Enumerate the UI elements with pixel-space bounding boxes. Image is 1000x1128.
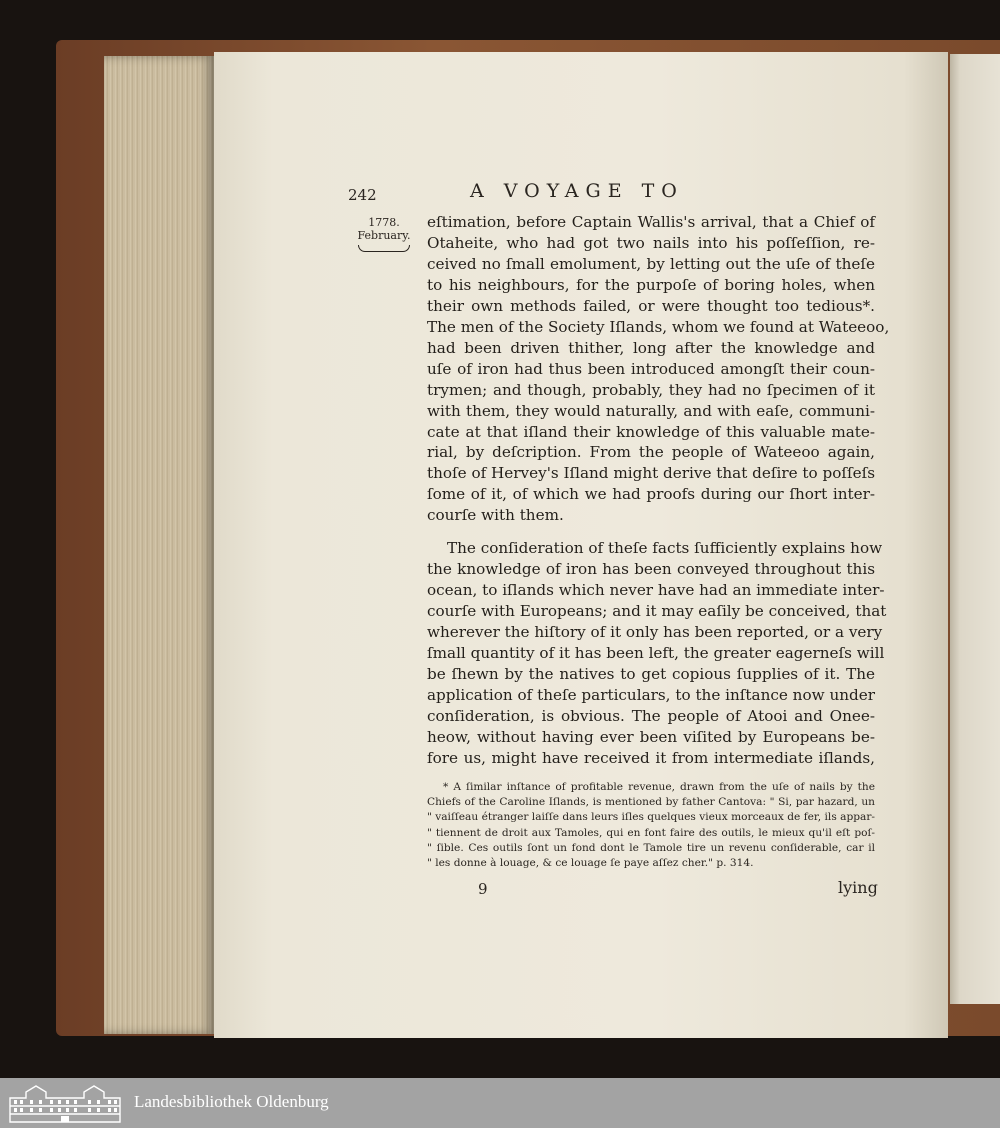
text-line: to his neighbours, for the purpoſe of boring holes, when [427, 275, 875, 294]
text-line: heow, without having ever been viſited by Europeans be- [427, 727, 875, 746]
catchword: lying [838, 878, 878, 897]
text-line: thoſe of Hervey's Iſland might derive that deſire to poſſeſs [427, 464, 875, 483]
text-line: with them, they would naturally, and with eaſe, communi- [427, 401, 875, 420]
text-line: had been driven thither, long after the knowledge and [427, 338, 875, 357]
margin-note-year: 1778. [368, 216, 400, 229]
text-line: Otaheite, who had got two nails into his poſſeſſion, re- [427, 233, 875, 252]
signature-mark: 9 [478, 880, 488, 898]
library-footer-bar [0, 1078, 1000, 1128]
text-line: be ſhewn by the natives to get copious ſupplies of it. The [427, 665, 875, 684]
library-building-icon [6, 1082, 124, 1124]
page-edges [104, 56, 214, 1034]
text-line: trymen; and though, probably, they had no ſpecimen of it [427, 380, 875, 399]
text-line: conſideration, is obvious. The people of Atooi and Onee- [427, 706, 875, 725]
footnote [427, 780, 875, 871]
facing-page-edge [950, 54, 1000, 1004]
text-line: application of theſe particulars, to the inſtance now under [427, 685, 875, 704]
margin-note [356, 216, 412, 252]
text-line: uſe of iron had thus been introduced amongſt their coun- [427, 359, 875, 378]
library-name: Landesbibliothek Oldenburg [134, 1092, 329, 1111]
text-line: courſe with Europeans; and it may eaſily be conceived, that [427, 602, 887, 621]
text-line: their own methods failed, or were thought too tedious*. [427, 296, 875, 315]
text-line: ſome of it, of which we had proofs during our ſhort inter- [427, 485, 875, 504]
footnote-line: " vaiſſeau étranger laiſſe dans leurs iſles quelques vieux morceaux de fer, ils appar- [427, 811, 875, 824]
text-line: ocean, to iſlands which never have had an immediate inter- [427, 581, 885, 600]
paragraph-gap [427, 526, 875, 538]
text-line: wherever the hiſtory of it only has been reported, or a very [427, 623, 883, 642]
text-line: courſe with them. [427, 506, 564, 525]
text-line: The conſideration of theſe facts ſufficiently explains how [447, 539, 883, 558]
text-line: The men of the Society Iſlands, whom we found at Wateeoo, [427, 317, 890, 336]
footnote-line: " tiennent de droit aux Tamoles, qui en font faire des outils, le mieux qu'il eſt poſ- [427, 826, 875, 839]
margin-note-month: February. [357, 229, 411, 242]
text-line: ceived no ſmall emolument, by letting out the uſe of theſe [427, 254, 875, 273]
page-number: 242 [348, 186, 377, 204]
text-line: rial, by deſcription. From the people of Wateeoo again, [427, 443, 875, 462]
text-line: ſmall quantity of it has been left, the greater eagerneſs will [427, 644, 885, 663]
text-line: the knowledge of iron has been conveyed throughout this [427, 560, 875, 579]
text-line: eſtimation, before Captain Wallis's arrival, that a Chief of [427, 213, 875, 231]
footnote-line: " ſible. Ces outils ſont un fond dont le Tamole tire un revenu conſiderable, car il [427, 841, 875, 854]
footnote-line: * A ſimilar inſtance of profitable revenue, drawn from the uſe of nails by the [443, 781, 875, 793]
running-title: A VOYAGE TO [470, 180, 684, 202]
footnote-line: Chiefs of the Caroline Iſlands, is mentioned by father Cantova: " Si, par hazard, un [427, 796, 875, 809]
text-line: fore us, might have received it from intermediate iſlands, [427, 748, 875, 767]
footnote-line: " les donne à louage, & ce louage ſe paye aſſez cher." p. 314. [427, 857, 754, 870]
body-text [427, 212, 890, 769]
brace-icon [358, 245, 410, 252]
text-line: cate at that iſland their knowledge of this valuable mate- [427, 422, 875, 441]
